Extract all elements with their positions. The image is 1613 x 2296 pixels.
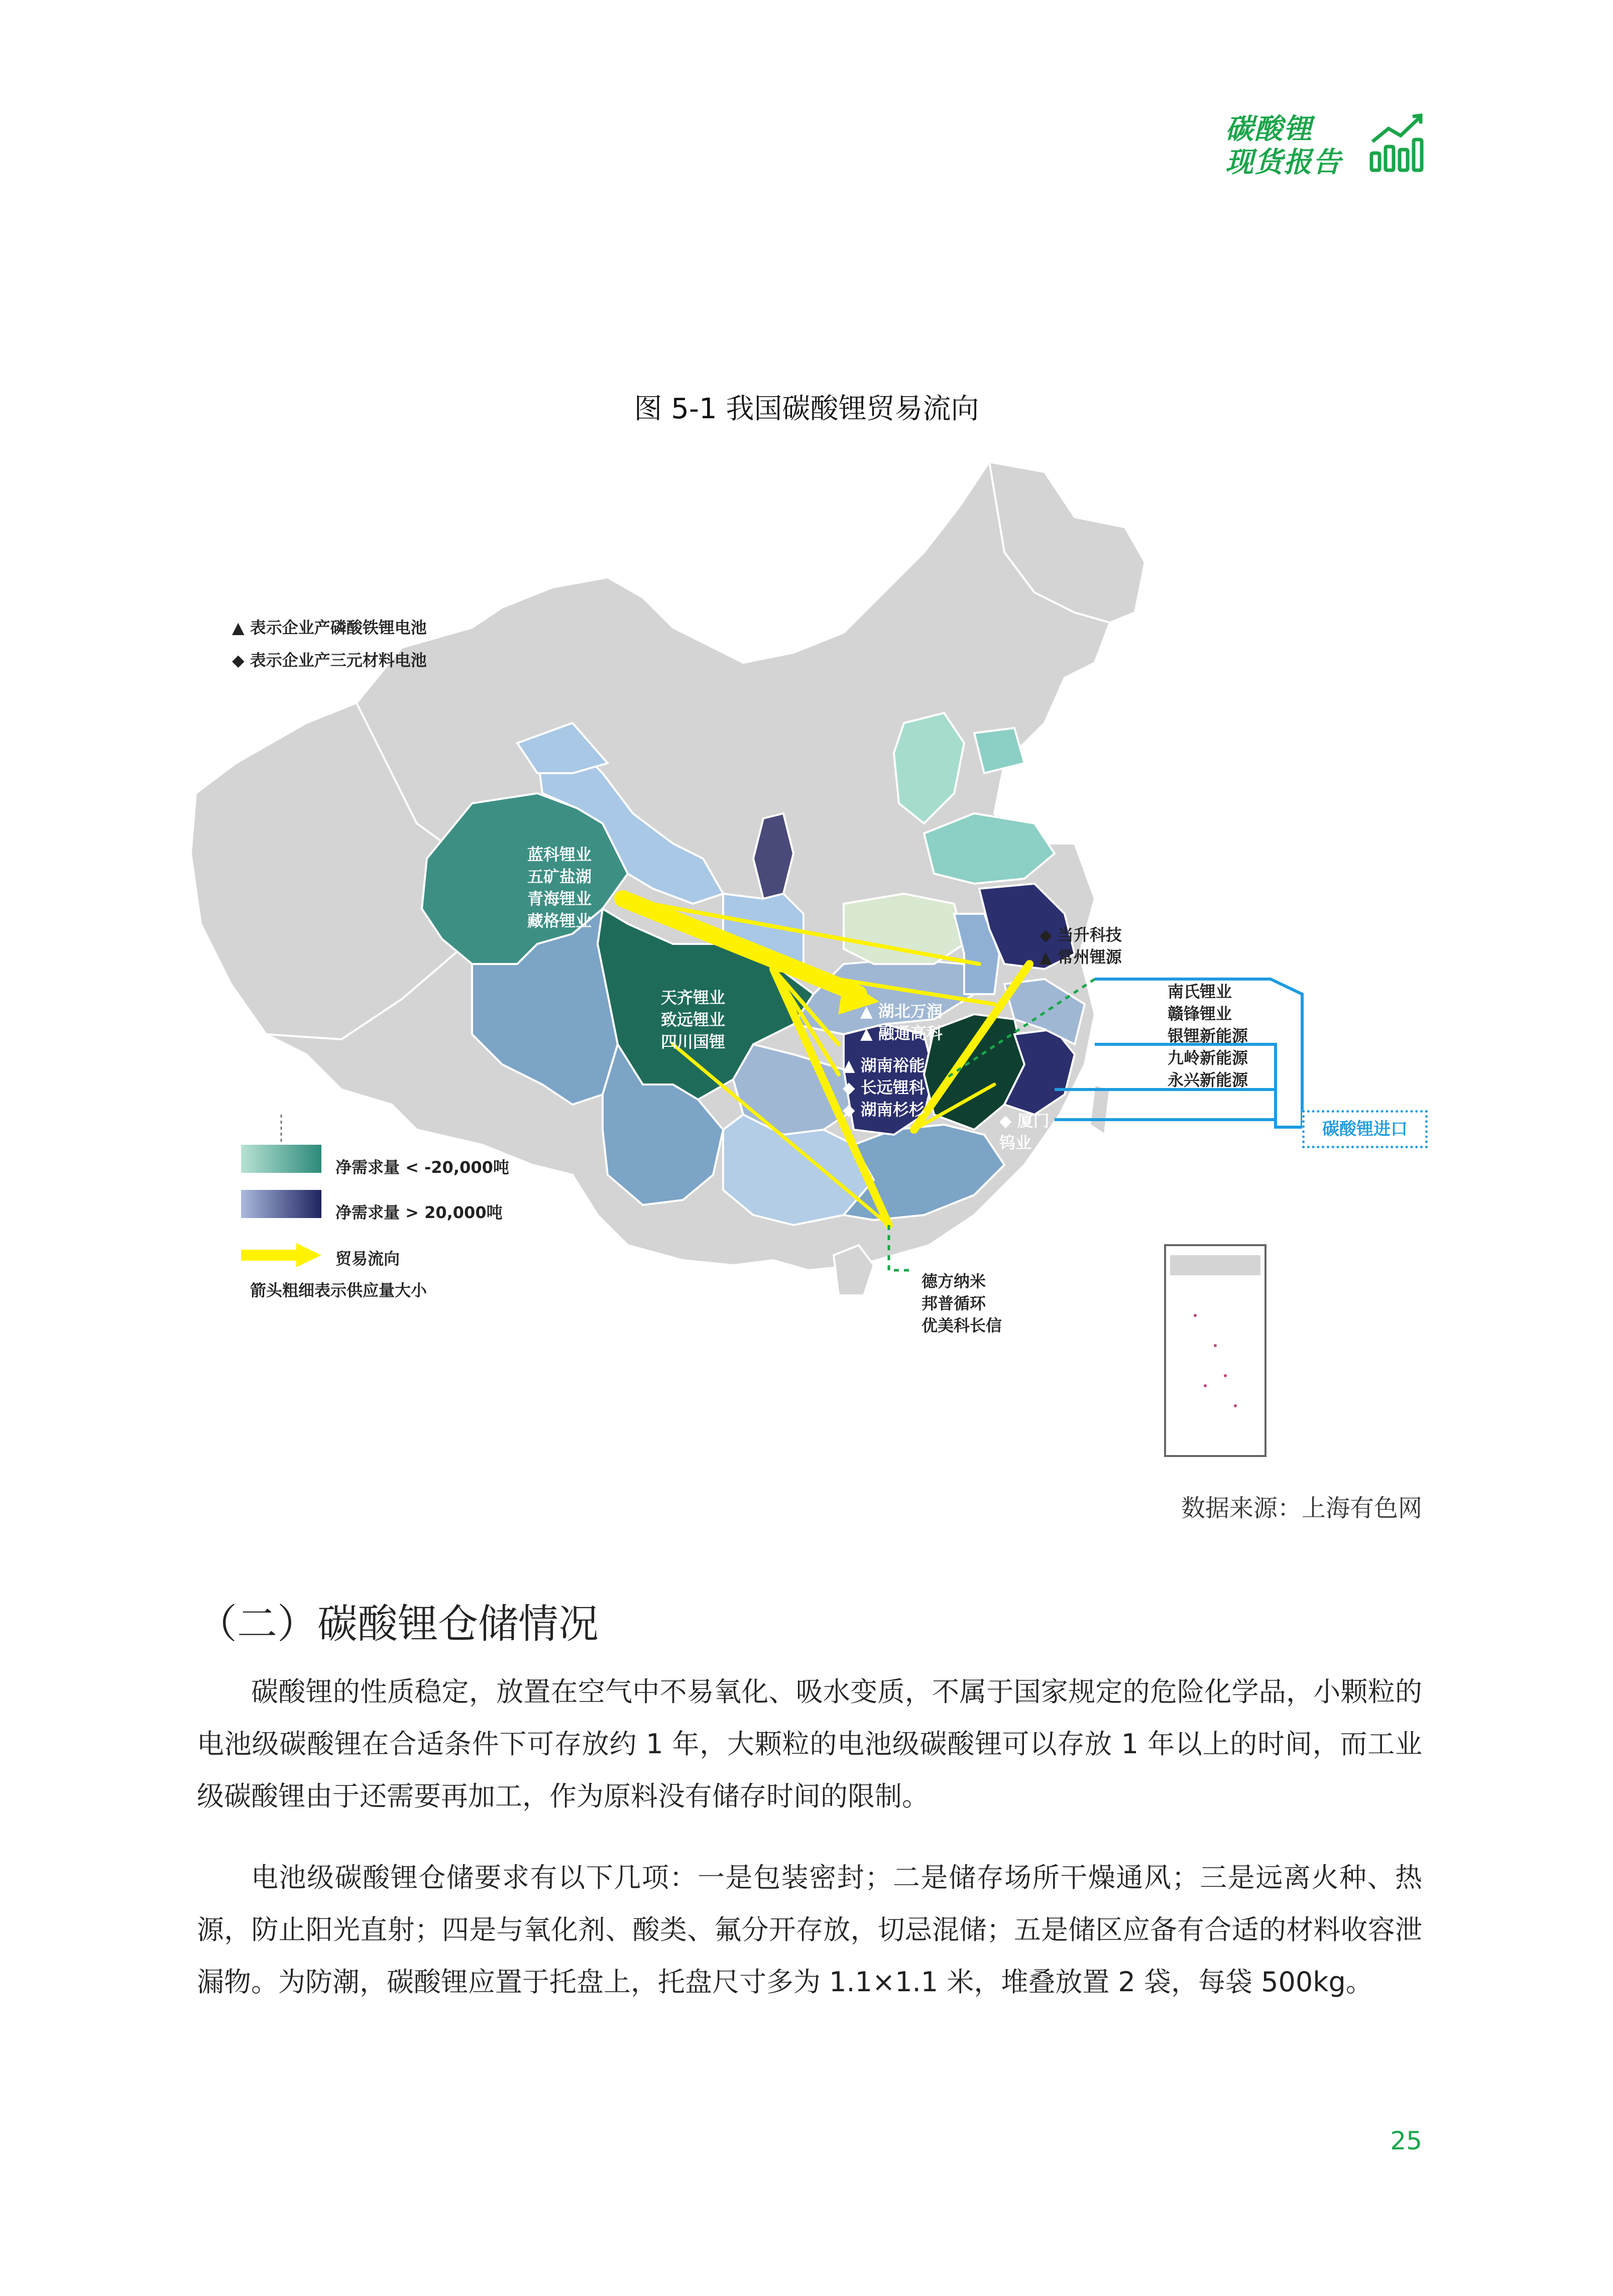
legend-flow-note: 箭头粗细表示供应量大小 <box>250 1281 427 1300</box>
south-china-sea-inset <box>1165 1245 1265 1456</box>
figure-title: 图 5-1 我国碳酸锂贸易流向 <box>634 393 979 425</box>
import-label-box: 碳酸锂进口 <box>1302 1110 1428 1148</box>
qinghai-companies <box>527 843 592 932</box>
data-source: 数据来源：上海有色网 <box>1181 1494 1422 1522</box>
company-label: ▲ 融通高科 <box>860 1024 943 1043</box>
paragraph-text: 碳酸锂的性质稳定，放置在空气中不易氧化、吸水变质，不属于国家规定的危险化学品，小颗粒的电池级碳酸锂在合适条件下可存放约 1 年，大颗粒的电池级碳酸锂可以存放 1 年以上的时间，而工业级碳酸锂由于还需要再加工，作为原料没有储存时间的限制。 <box>197 1676 1422 1812</box>
taiwan-island <box>1090 1084 1110 1135</box>
fujian-companies <box>999 1110 1050 1154</box>
report-logo-text <box>1225 113 1342 179</box>
company-label: ▲ 常州锂源 <box>1040 947 1122 966</box>
guangdong-companies <box>921 1270 1002 1337</box>
legend-flow-arrowhead <box>296 1243 321 1267</box>
legend-swatch-high <box>241 1190 321 1218</box>
henan-province <box>844 894 964 964</box>
company-label: ◆ 厦门 <box>999 1111 1050 1130</box>
company-label: 天齐锂业 <box>661 988 726 1007</box>
logo-line-2: 现货报告 <box>1225 146 1342 179</box>
triangle-icon: ▲ <box>232 618 245 637</box>
company-label: 四川国锂 <box>661 1032 726 1051</box>
jiangsu-companies <box>1040 924 1122 968</box>
legend-diamond-label: 表示企业产三元材料电池 <box>250 651 427 670</box>
sichuan-companies <box>661 987 725 1053</box>
logo-line-1: 碳酸锂 <box>1225 113 1313 146</box>
legend-demand-high: 净需求量 > 20,000吨 <box>335 1203 503 1222</box>
paragraph-1 <box>197 1666 1422 1823</box>
diamond-icon: ◆ <box>232 651 245 670</box>
hunan-companies <box>843 1054 925 1121</box>
company-label: ▲ 湖北万润 <box>860 1002 943 1021</box>
legend-triangle <box>232 615 427 638</box>
company-label: ◆ 当升科技 <box>1040 925 1122 944</box>
china-trade-flow-map <box>191 462 1426 1466</box>
company-label: 五矿盐湖 <box>527 867 592 886</box>
company-label: 九岭新能源 <box>1168 1048 1248 1067</box>
company-label: ◆ 长远锂科 <box>843 1078 925 1097</box>
bar-chart-growth-icon <box>1368 110 1429 173</box>
page-number: 25 <box>1390 2126 1422 2155</box>
legend-triangle-label: 表示企业产磷酸铁锂电池 <box>250 618 427 637</box>
company-label: 银锂新能源 <box>1168 1026 1248 1045</box>
company-label: 优美科长信 <box>921 1316 1002 1335</box>
company-label: ▲ 湖南裕能 <box>843 1056 925 1075</box>
legend-demand-low: 净需求量 < -20,000吨 <box>335 1158 509 1177</box>
company-label: 青海锂业 <box>527 889 592 908</box>
company-label: 钨业 <box>999 1133 1032 1152</box>
company-label: 永兴新能源 <box>1168 1070 1248 1090</box>
paragraph-2 <box>197 1852 1422 2008</box>
company-label: 藏格锂业 <box>527 911 592 930</box>
company-label: 德方纳米 <box>921 1272 986 1291</box>
legend-flow: 贸易流向 <box>335 1249 400 1268</box>
company-label: ◆ 湖南杉杉 <box>843 1100 925 1119</box>
paragraph-text: 电池级碳酸锂仓储要求有以下几项：一是包装密封；二是储存场所干燥通风；三是远离火种、热源，防止阳光直射；四是与氧化剂、酸类、氟分开存放，切忌混储；五是储区应备有合适的材料收容泄漏物。为防潮，碳酸锂应置于托盘上，托盘尺寸多为 1.1×1.1 米，堆叠放置 2 袋，每袋 500kg。 <box>197 1862 1422 1998</box>
jiangxi-companies <box>1168 981 1248 1091</box>
company-label: 南氏锂业 <box>1168 982 1232 1001</box>
company-label: 致远锂业 <box>661 1010 726 1029</box>
company-label: 赣锋锂业 <box>1168 1004 1232 1023</box>
legend-swatch-low <box>241 1145 321 1173</box>
company-label: 邦普循环 <box>921 1294 986 1313</box>
section-heading: （二）碳酸锂仓储情况 <box>197 1601 599 1647</box>
legend-diamond <box>232 648 427 671</box>
hubei-companies <box>860 1000 943 1044</box>
company-label: 蓝科锂业 <box>527 845 592 864</box>
beijing-tianjin <box>974 728 1024 773</box>
